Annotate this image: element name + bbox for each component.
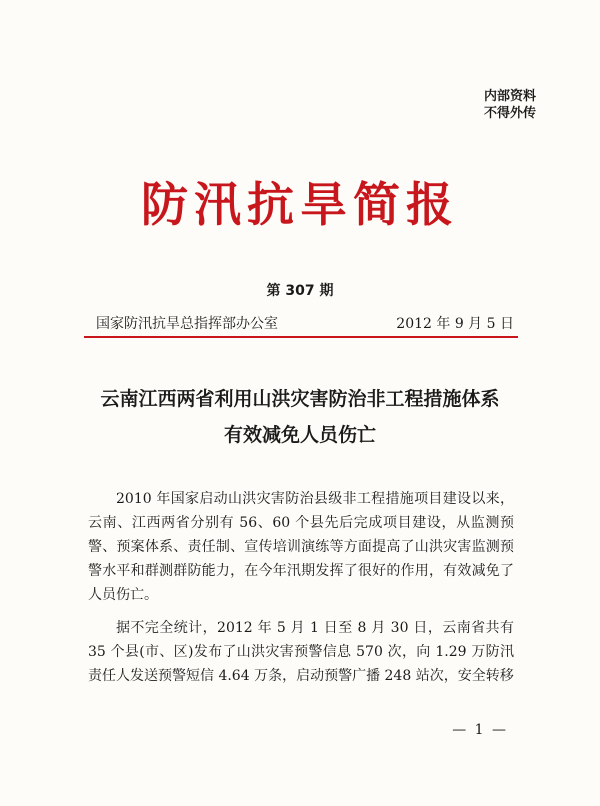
article-body (88, 487, 514, 697)
article-title (0, 381, 600, 453)
issue-number: 第 307 期 (266, 283, 334, 299)
header-divider (84, 336, 518, 338)
classification-line-restricted: 不得外传 (483, 106, 536, 121)
article-title-line-2: 有效减免人员伤亡 (223, 424, 376, 446)
article-title-line-1: 云南江西两省利用山洪灾害防治非工程措施体系 (100, 388, 500, 410)
classification-line-internal: 内部资料 (483, 89, 536, 104)
page-number: — 1 — (452, 722, 508, 738)
issuer-date-row (96, 313, 514, 333)
classification-notice (484, 88, 536, 122)
issue-date: 2012 年 9 月 5 日 (396, 316, 514, 332)
issuing-office: 国家防汛抗旱总指挥部办公室 (96, 316, 278, 332)
masthead-title: 防汛抗旱简报 (141, 178, 459, 233)
paragraph-2: 据不完全统计，2012 年 5 月 1 日至 8 月 30 日，云南省共有 35 个县(市、区)发布了山洪灾害预警信息 570 次，向 1.29 万防汛责任人发送预警短信 4.64 万条，启动预警广播 248 站次，安全转移 (88, 620, 514, 684)
paragraph-1: 2010 年国家启动山洪灾害防治县级非工程措施项目建设以来，云南、江西两省分别有 56、60 个县先后完成项目建设，从监测预警、预案体系、责任制、宣传培训演练等方面提高了山洪灾害监测预警水平和群测群防能力，在今年汛期发挥了很好的作用，有效减免了人员伤亡。 (88, 491, 514, 603)
